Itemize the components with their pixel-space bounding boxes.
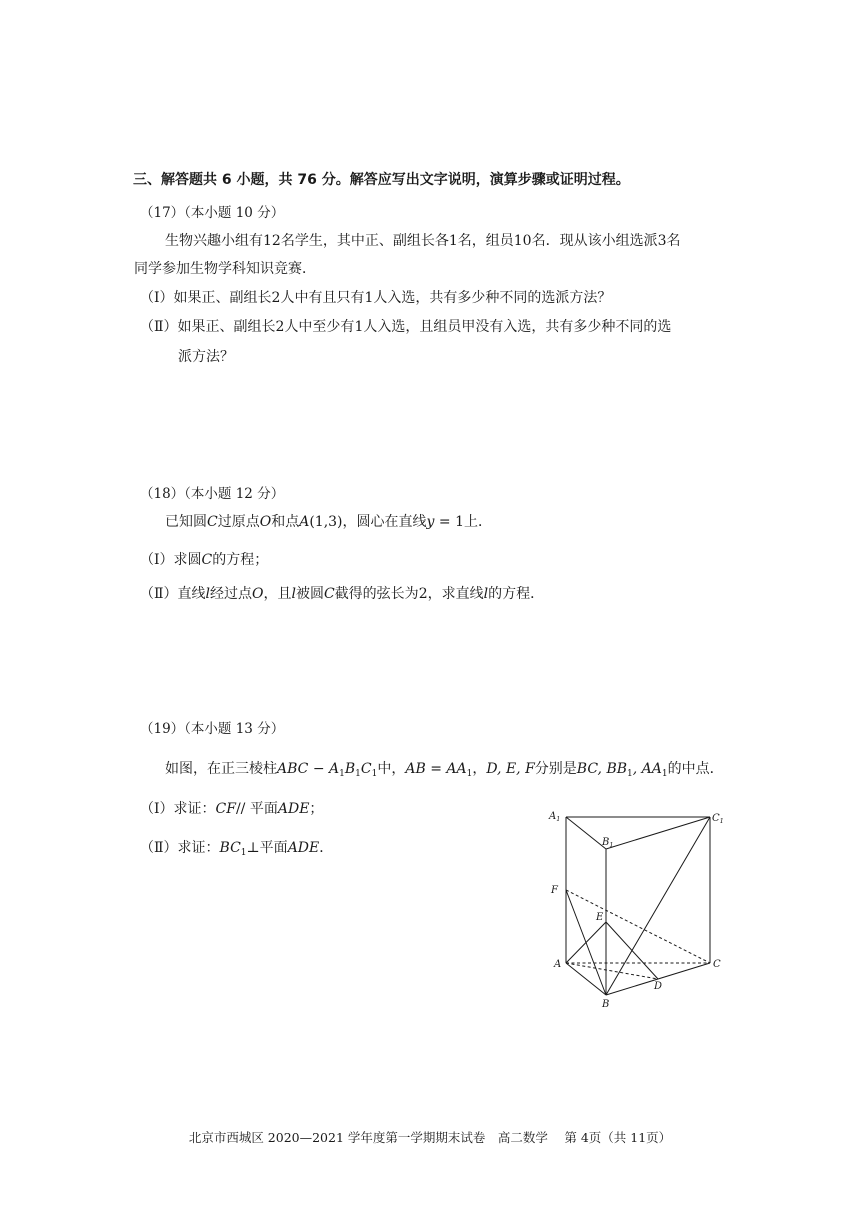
q18-var: O — [252, 586, 264, 602]
q19-expr: D, E, F — [486, 761, 535, 777]
q18-point: (1,3) — [309, 514, 343, 530]
q19-subscript: 1 — [661, 769, 668, 779]
q17-part2 — [140, 317, 671, 337]
q17-num: 12 — [263, 233, 281, 249]
q19-expr: ABC − A — [277, 761, 340, 777]
label-a1: $A_1$ — [549, 811, 561, 823]
label-a: A — [554, 959, 562, 970]
q18-stem — [165, 512, 492, 532]
q19-expr: BC — [219, 840, 241, 856]
q19-stem — [165, 759, 724, 784]
label-b1: $B_1$ — [602, 837, 614, 849]
q17-num: 2 — [271, 290, 281, 306]
q18-text: ，圆心在直线 — [342, 514, 427, 530]
label-f: F — [551, 885, 558, 896]
q17-stem-line1 — [165, 231, 681, 251]
q17-stem-text: 名．现从该小组选派 — [531, 233, 658, 249]
q18-text: ，求直线 — [427, 586, 484, 602]
q19-subscript: 1 — [371, 769, 378, 779]
q18-num: 2 — [418, 586, 428, 602]
q18-text: 和点 — [271, 514, 300, 530]
q19-expr: B — [344, 761, 356, 777]
q19-part2 — [140, 838, 333, 863]
q19-text: ． — [319, 840, 334, 856]
q19-subscript: 1 — [339, 769, 345, 779]
q19-text: （Ⅰ）求证： — [140, 801, 216, 817]
q17-stem-text: 名，组员 — [457, 233, 514, 249]
q17-part1 — [140, 288, 611, 308]
q17-part1-text: （Ⅰ）如果正、副组长 — [140, 290, 272, 306]
q18-text: ，且 — [263, 586, 292, 602]
q17-num: 3 — [657, 233, 667, 249]
q18-text: 截得的弦长为 — [334, 586, 419, 602]
q18-var: l — [205, 586, 210, 602]
q18-eq: = 1 — [434, 514, 464, 530]
q19-text: 的中点． — [667, 761, 724, 777]
q17-part1-text: 人中有且只有 — [280, 290, 365, 306]
q19-text: ， — [472, 761, 487, 777]
page-footer: 北京市西城区 2020—2021 学年度第一学期期末试卷 高二数学 第 4页（共 11页） — [188, 1130, 672, 1145]
q18-text: 上． — [464, 514, 492, 530]
q19-expr: ADE — [287, 840, 320, 856]
q18-var: C — [201, 552, 213, 568]
q18-text: （Ⅱ）直线 — [140, 586, 206, 602]
q19-text: ； — [309, 801, 324, 817]
q18-text: 经过点 — [210, 586, 252, 602]
q18-text: 的方程． — [488, 586, 545, 602]
q19-subscript: 1 — [240, 848, 247, 858]
segment-f-c-hidden — [566, 890, 710, 963]
q17-num: 1 — [354, 319, 364, 335]
q19-text: 中， — [377, 761, 406, 777]
q18-var: y — [426, 514, 435, 530]
q19-expr: C — [360, 761, 372, 777]
q18-text: 过原点 — [217, 514, 260, 530]
q19-text: 分别是 — [534, 761, 577, 777]
edge-a1-b1 — [566, 817, 606, 849]
q18-text: （Ⅰ）求圆 — [140, 552, 202, 568]
q19-expr: ADE — [277, 801, 310, 817]
q19-text: （Ⅱ）求证： — [140, 840, 220, 856]
q18-var: O — [259, 514, 272, 530]
q19-expr: , AA — [632, 761, 662, 777]
section-title: 三、解答题共 6 小题，共 76 分。解答应写出文字说明，演算步骤或证明过程。 — [133, 172, 630, 188]
label-e: E — [596, 912, 604, 923]
q17-part2-text: 人中至少有 — [284, 319, 355, 335]
q18-var: l — [291, 586, 296, 602]
q17-num: 1 — [364, 290, 374, 306]
q17-num: 2 — [275, 319, 285, 335]
q17-part2-text: 人入选，且组员甲没有入选，共有多少种不同的选 — [363, 319, 672, 335]
q18-var: A — [299, 514, 310, 530]
q17-header: （17）（本小题 10 分） — [140, 205, 285, 221]
q18-text: 被圆 — [295, 586, 324, 602]
q19-expr: BC, BB — [576, 761, 628, 777]
q18-var: C — [207, 514, 218, 530]
q17-part2-text: （Ⅱ）如果正、副组长 — [140, 319, 276, 335]
q17-stem-line2: 同学参加生物学科知识竞赛． — [134, 261, 316, 277]
q18-part1 — [140, 550, 268, 570]
q17-stem-text: 名学生，其中正、副组长各 — [280, 233, 449, 249]
q17-part2-line2: 派方法？ — [178, 349, 234, 365]
q18-var: l — [483, 586, 489, 602]
label-b: B — [602, 999, 610, 1010]
q19-subscript: 1 — [466, 769, 473, 779]
q17-num: 10 — [513, 233, 532, 249]
q19-subscript: 1 — [627, 769, 633, 779]
prism-figure — [540, 805, 740, 1015]
label-c1: $C_1$ — [712, 813, 724, 825]
q19-expr: AB = AA — [405, 761, 467, 777]
q18-part2 — [140, 584, 544, 604]
q19-part1 — [140, 799, 323, 819]
q19-header: （19）（本小题 13 分） — [140, 721, 285, 737]
q17-stem-text: 生物兴趣小组有 — [165, 233, 263, 249]
q18-text: 已知圆 — [165, 514, 207, 530]
q19-text: 如图，在正三棱柱 — [165, 761, 277, 777]
q19-text: ⊥平面 — [246, 840, 288, 856]
segment-a-d-hidden — [566, 963, 658, 979]
q19-text: // 平面 — [235, 801, 278, 817]
q19-expr: CF — [215, 801, 236, 817]
q18-var: C — [323, 586, 335, 602]
label-d: D — [654, 981, 663, 992]
q18-header: （18）（本小题 12 分） — [140, 486, 285, 502]
q17-num: 1 — [448, 233, 458, 249]
q17-stem-text: 名 — [666, 233, 681, 249]
q19-subscript: 1 — [355, 769, 361, 779]
q18-text: 的方程； — [212, 552, 269, 568]
label-c: C — [713, 959, 721, 970]
q17-part1-text: 人入选，共有多少种不同的选派方法？ — [373, 290, 612, 306]
